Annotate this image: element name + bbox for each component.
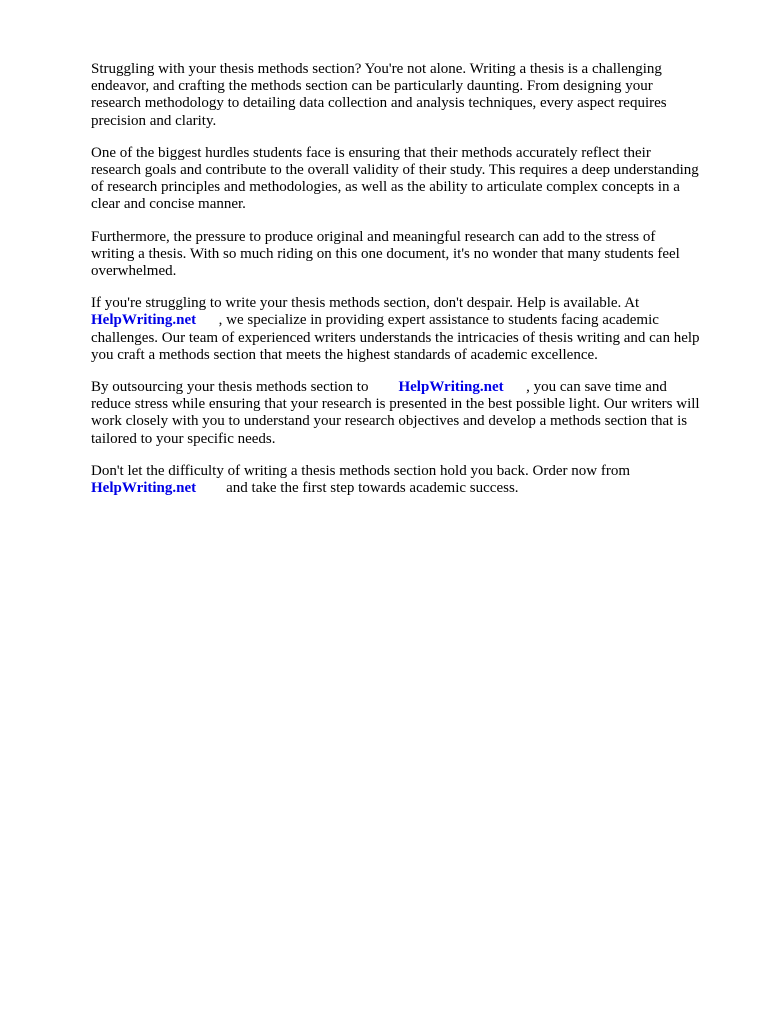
helpwriting-link-3[interactable]: HelpWriting.net (91, 480, 197, 497)
paragraph-help-text-before: If you're struggling to write your thesis methods section, don't despair. Help is available. At (91, 295, 640, 312)
paragraph-hurdles: One of the biggest hurdles students face is ensuring that their methods accurately reflect their research goals and contribute to the overall validity of their study. This requires a deep understanding of research principles and methodologies, as well as the ability to articulate complex concepts in a clear and concise manner. (91, 144, 699, 213)
document-body (91, 61, 731, 512)
paragraph-pressure: Furthermore, the pressure to produce original and meaningful research can add to the stress of writing a thesis. With so much riding on this one document, it's no wonder that many students feel overwhelmed. (91, 228, 680, 280)
paragraph-order-text-before: Don't let the difficulty of writing a thesis methods section hold you back. Order now from (91, 462, 630, 479)
helpwriting-link-2[interactable]: HelpWriting.net (398, 379, 504, 396)
paragraph-outsourcing (91, 379, 731, 448)
paragraph-order-text-after: and take the first step towards academic success. (226, 480, 519, 497)
paragraph-intro: Struggling with your thesis methods section? You're not alone. Writing a thesis is a challenging endeavor, and crafting the methods section can be particularly daunting. From designing your research methodology to detailing data collection and analysis techniques, every aspect requires precision and clarity. (91, 61, 667, 129)
paragraph-help-text-after: , we specialize in providing expert assistance to students facing academic challenges. Our team of experienced writers understands the intricacies of thesis writing and can help you craft a methods section that meets the highest standards of academic excellence. (91, 312, 700, 363)
paragraph-order-now (91, 463, 731, 497)
helpwriting-link-1[interactable]: HelpWriting.net (91, 312, 197, 329)
paragraph-help-available (91, 295, 731, 364)
paragraph-outsourcing-text-before: By outsourcing your thesis methods section to (91, 379, 369, 396)
paragraph-outsourcing-text-after: , you can save time and reduce stress while ensuring that your research is presented in the best possible light. Our writers will work closely with you to understand your research objectives and develop a methods section that is tailored to your specific needs. (91, 379, 700, 447)
